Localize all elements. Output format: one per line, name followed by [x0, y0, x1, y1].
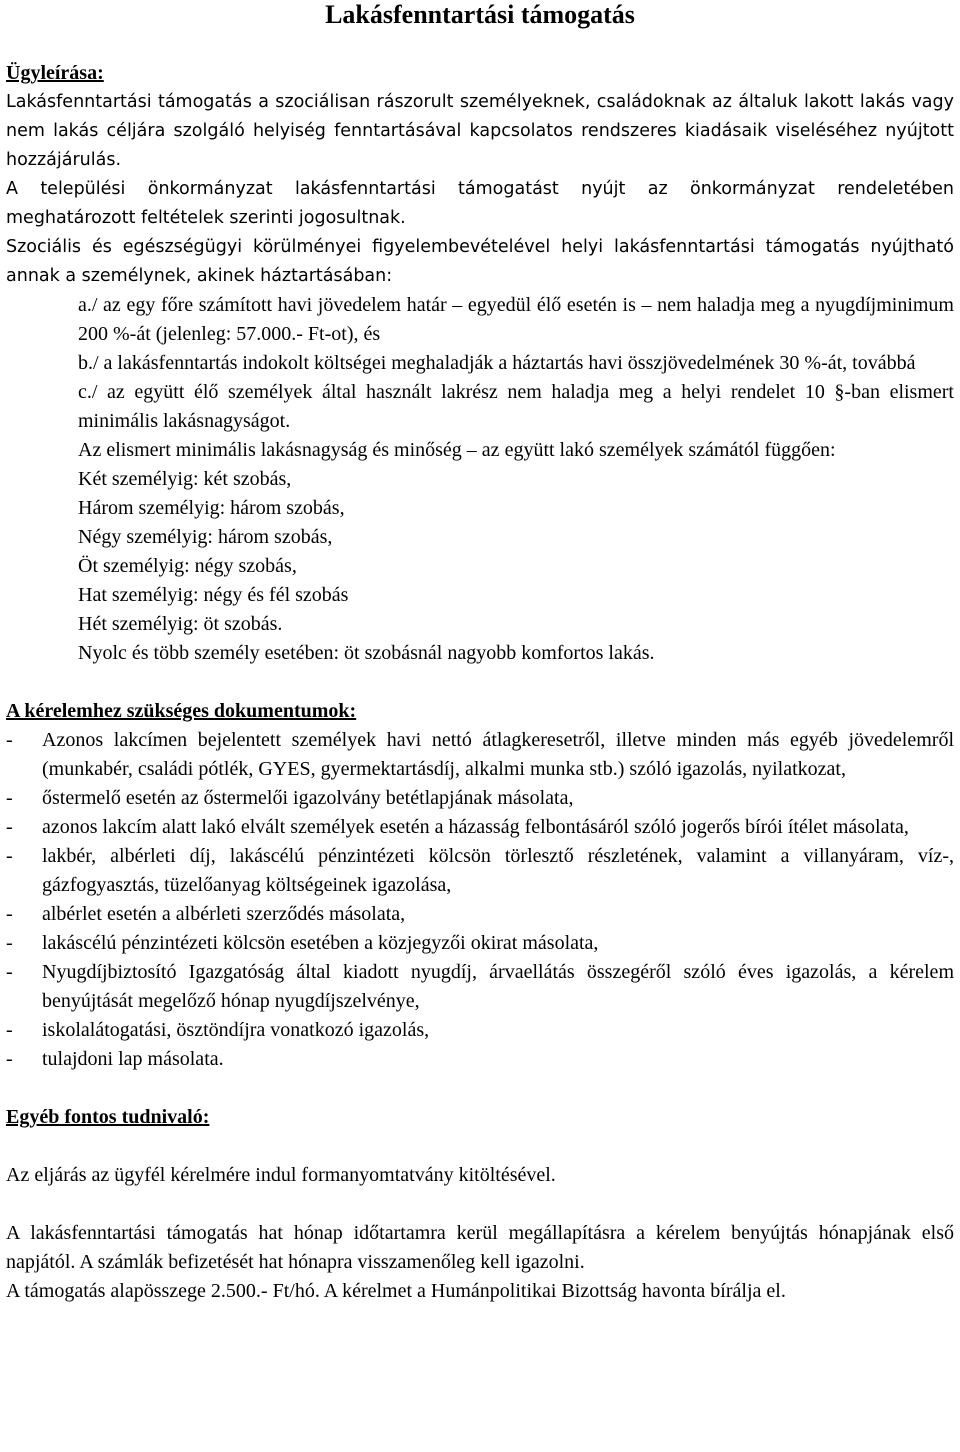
list-item: - iskolalátogatási, ösztöndíjra vonatkozó igazolás,: [6, 1019, 430, 1041]
documents-list: [6, 726, 954, 1074]
list-item: - lakáscélú pénzintézeti kölcsön esetében a közjegyzői okirat másolata,: [6, 932, 599, 954]
description-paragraph-3: Szociális és egészségügyi körülményei figyelembevételével helyi lakásfenntartási támogatás nyújtható annak a személynek, akinek háztartásában:: [6, 237, 954, 286]
description-section: [6, 59, 954, 668]
min-size-item: Három személyig: három szobás,: [78, 497, 345, 519]
list-item: - lakbér, albérleti díj, lakáscélú pénzintézeti kölcsön törlesztő részletének, valamint a villanyáram, víz-, gázfogyasztás, tüzelőanyag költségeinek igazolása,: [6, 845, 954, 896]
min-size-item: Nyolc és több személy esetében: öt szobásnál nagyobb komfortos lakás.: [78, 642, 655, 664]
condition-b: b./ a lakásfenntartás indokolt költségei meghaladják a háztartás havi összjövedelmének 30 %-át, továbbá: [78, 352, 916, 374]
list-item: - albérlet esetén a albérleti szerződés másolata,: [6, 903, 406, 925]
spacer: [6, 1132, 954, 1161]
list-item: - azonos lakcím alatt lakó elvált személyek esetén a házasság felbontásáról szóló jogerős bírói ítélet másolata,: [6, 816, 909, 838]
spacer: [6, 668, 954, 697]
other-info-section: [6, 1103, 954, 1306]
list-item: - Azonos lakcímen bejelentett személyek havi nettó átlagkeresetről, illetve minden más egyéb jövedelemről (munkabér, családi pótlék, GYES, gyermektartásdíj, alkalmi munka stb.) szóló igazolás, nyilatkozat,: [6, 729, 954, 780]
min-size-item: Hat személyig: négy és fél szobás: [78, 584, 349, 606]
spacer: [6, 1190, 954, 1219]
page-title: Lakásfenntartási támogatás: [325, 0, 635, 29]
min-size-item: Öt személyig: négy szobás,: [78, 555, 297, 577]
spacer: [6, 1074, 954, 1103]
description-paragraph-2: A települési önkormányzat lakásfenntartási támogatást nyújt az önkormányzat rendeletében meghatározott feltételek szerinti jogosultnak.: [6, 179, 954, 228]
documents-section: [6, 697, 954, 1074]
condition-a: a./ az egy főre számított havi jövedelem határ – egyedül élő esetén is – nem haladja meg a nyugdíjminimum 200 %-át (jelenleg: 57.000.- Ft-ot), és: [78, 294, 954, 345]
description-heading: Ügyleírása:: [6, 62, 104, 84]
description-paragraph-1: Lakásfenntartási támogatás a szociálisan rászorult személyeknek, családoknak az általuk lakott lakás vagy nem lakás céljára szolgáló helyiség fenntartásával kapcsolatos rendszeres kiadásaik viseléséhez nyújtott hozzájárulás.: [6, 92, 954, 170]
min-size-item: Négy személyig: három szobás,: [78, 526, 333, 548]
min-size-item: Hét személyig: öt szobás.: [78, 613, 283, 635]
min-size-intro: Az elismert minimális lakásnagyság és minőség – az együtt lakó személyek számától függően:: [78, 439, 836, 461]
other-info-heading: Egyéb fontos tudnivaló:: [6, 1106, 210, 1128]
list-item: - tulajdoni lap másolata.: [6, 1048, 224, 1070]
eligibility-conditions: [6, 291, 954, 668]
list-item: - őstermelő esetén az őstermelői igazolvány betétlapjának másolata,: [6, 787, 574, 809]
other-info-paragraph-1: Az eljárás az ügyfél kérelmére indul formanyomtatvány kitöltésével.: [6, 1164, 556, 1186]
spacer: [6, 30, 954, 59]
other-info-paragraph-2: A lakásfenntartási támogatás hat hónap időtartamra kerül megállapításra a kérelem benyújtás hónapjának első napjától. A számlák befizetését hat hónapra visszamenőleg kell igazolni.: [6, 1222, 954, 1273]
other-info-paragraph-3: A támogatás alapösszege 2.500.- Ft/hó. A kérelmet a Humánpolitikai Bizottság havonta bírálja el.: [6, 1280, 786, 1302]
list-item: - Nyugdíjbiztosító Igazgatóság által kiadott nyugdíj, árvaellátás összegéről szóló éves igazolás, a kérelem benyújtását megelőző hónap nyugdíjszelvénye,: [6, 961, 954, 1012]
condition-c: c./ az együtt élő személyek által használt lakrész nem haladja meg a helyi rendelet 10 §-ban elismert minimális lakásnagyságot.: [78, 381, 954, 432]
min-size-item: Két személyig: két szobás,: [78, 468, 292, 490]
documents-heading: A kérelemhez szükséges dokumentumok:: [6, 700, 357, 722]
